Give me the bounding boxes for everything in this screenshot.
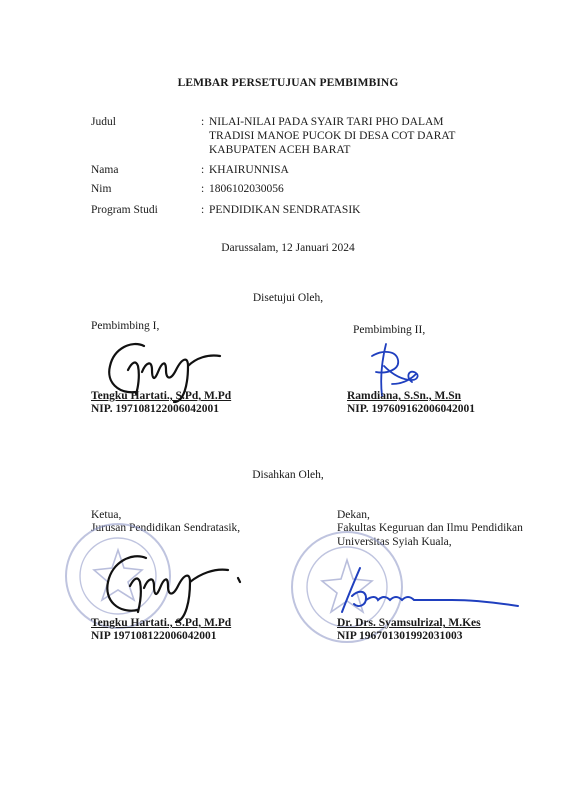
dekan-name: Dr. Drs. Syamsulrizal, M.Kes — [337, 617, 481, 629]
pembimbing2-nip: NIP. 197609162006042001 — [347, 403, 475, 415]
nama-colon: : — [201, 164, 205, 176]
ketua-name: Tengku Hartati., S.Pd, M.Pd — [91, 617, 232, 629]
dekan-unit-2: Universitas Syiah Kuala, — [337, 536, 452, 548]
dekan-role: Dekan, — [337, 509, 370, 521]
prodi-label: Program Studi — [91, 204, 158, 216]
pembimbing2-name: Ramdiana, S.Sn., M.Sn — [347, 390, 462, 402]
prodi-colon: : — [201, 204, 205, 216]
judul-line-2: TRADISI MANOE PUCOK DI DESA COT DARAT — [209, 130, 456, 142]
nama-value: KHAIRUNNISA — [209, 164, 289, 176]
nama-label: Nama — [91, 164, 119, 176]
nim-value: 1806102030056 — [209, 183, 284, 195]
approved-by-heading: Disetujui Oleh, — [252, 292, 324, 304]
prodi-value: PENDIDIKAN SENDRATASIK — [209, 204, 361, 216]
ketua-unit: Jurusan Pendidikan Sendratasik, — [91, 522, 241, 534]
dekan-signature — [332, 560, 522, 620]
ratified-by-heading: Disahkan Oleh, — [252, 469, 324, 481]
document-title: LEMBAR PERSETUJUAN PEMBIMBING — [177, 77, 399, 89]
judul-line-3: KABUPATEN ACEH BARAT — [209, 144, 351, 156]
nim-colon: : — [201, 183, 205, 195]
pembimbing1-name: Tengku Hartati., S.Pd, M.Pd — [91, 390, 232, 402]
dekan-unit-1: Fakultas Keguruan dan Ilmu Pendidikan — [337, 522, 523, 534]
nim-label: Nim — [91, 183, 112, 195]
judul-label: Judul — [91, 116, 116, 128]
ketua-role: Ketua, — [91, 509, 122, 521]
dekan-nip: NIP 196701301992031003 — [337, 630, 463, 642]
ketua-nip: NIP 197108122006042001 — [91, 630, 217, 642]
place-date: Darussalam, 12 Januari 2024 — [221, 242, 355, 254]
judul-line-1: NILAI-NILAI PADA SYAIR TARI PHO DALAM — [209, 116, 444, 128]
pembimbing2-role: Pembimbing II, — [353, 324, 426, 336]
pembimbing1-nip: NIP. 197108122006042001 — [91, 403, 219, 415]
judul-colon: : — [201, 116, 205, 128]
ketua-signature — [96, 548, 246, 624]
pembimbing1-role: Pembimbing I, — [91, 320, 160, 332]
